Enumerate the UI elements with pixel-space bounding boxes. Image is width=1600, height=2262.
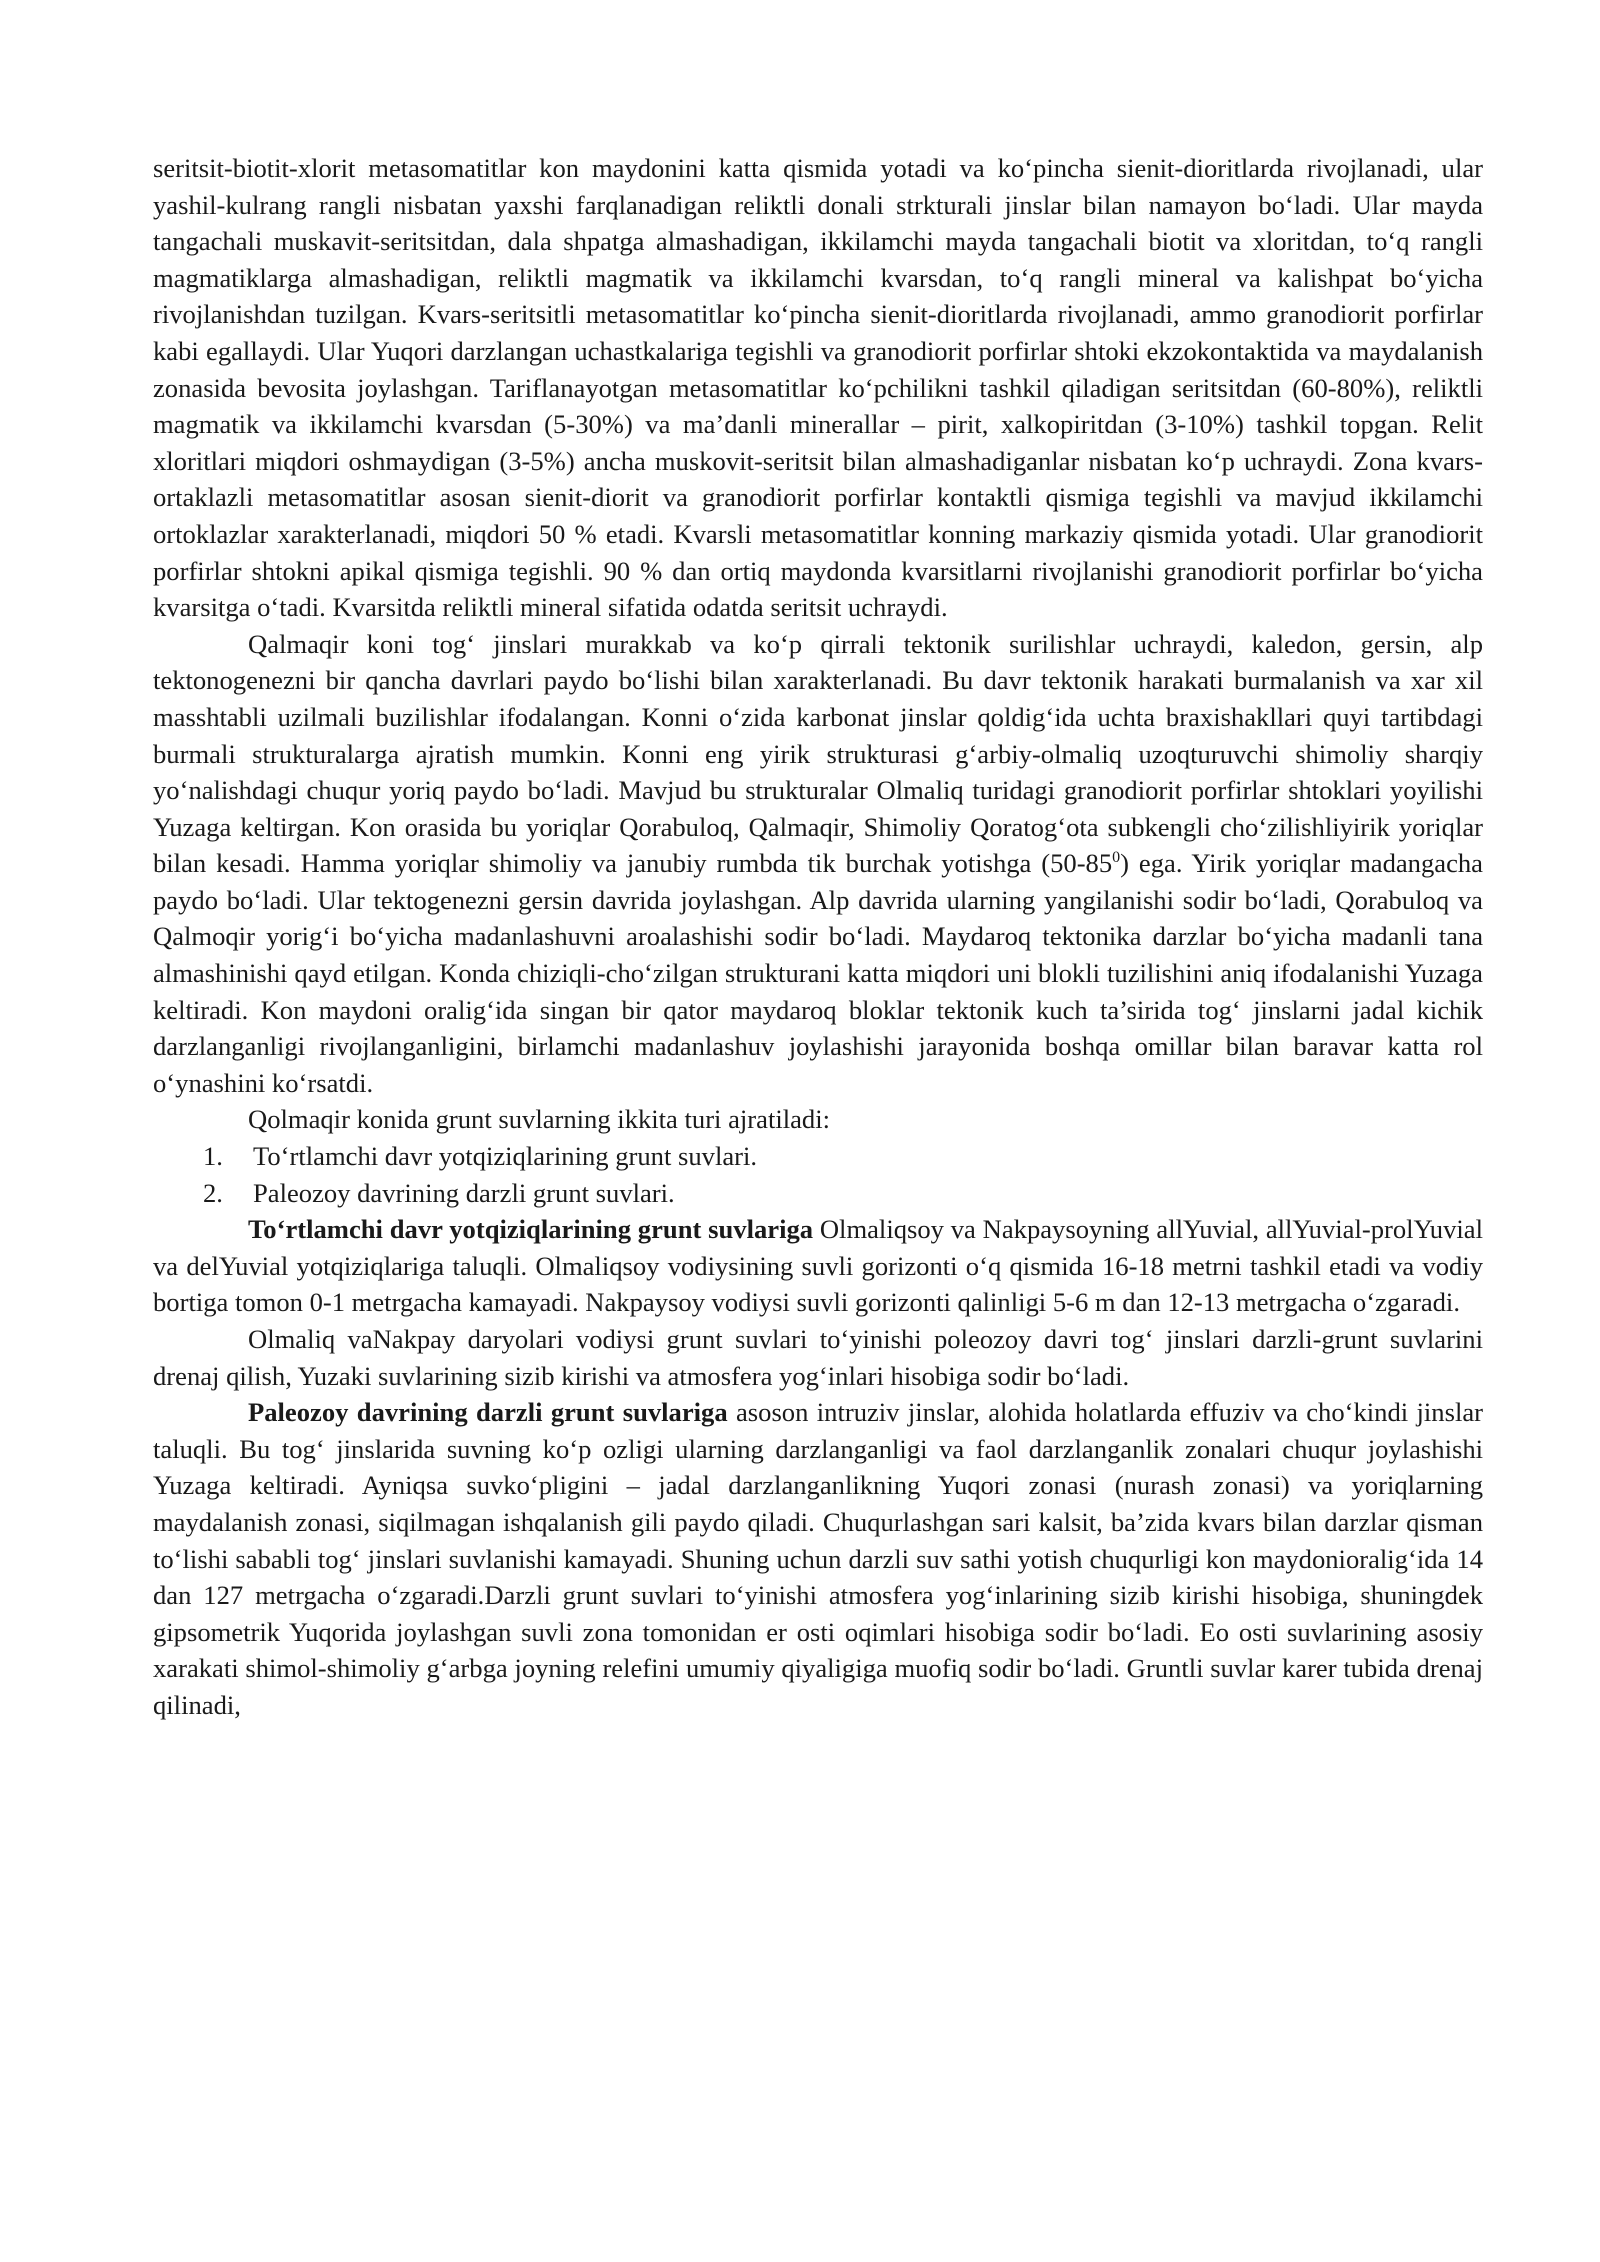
paragraph-tectonics-text-b: ) ega. Yirik yoriqlar madangacha paydo boʻladi. Ular tektogenezni gersin davrida joylashgan. Alp davrida ularning yangilanishi sodir boʻladi, Qorabuloq va Qalmoqir yorigʻi boʻyicha madanlashuvni aroalashishi sodir boʻladi. Maydaroq tektonika darzlar boʻyicha madanli tana almashinishi qayd etilgan. Konda chiziqli-choʻzilgan strukturani katta miqdori uni blokli tuzilishini aniq ifodalanishi Yuzaga keltiradi. Kon maydoni oraligʻida singan bir qator maydaroq bloklar tektonik kuch ta’sirida togʻ jinslarni jadal kichik darzlanganligi rivojlanganligini, birlamchi madanlashuv joylashishi jarayonida boshqa omillar bilan baravar katta rol oʻynashini koʻrsatdi. — [153, 848, 1483, 1098]
document-page — [153, 150, 1483, 1724]
paragraph-metasomatites: seritsit-biotit-xlorit metasomatitlar kon maydonini katta qismida yotadi va koʻpincha sienit-dioritlarda rivojlanadi, ular yashil-kulrang rangli nisbatan yaxshi farqlanadigan reliktli donali strkturali jinslar bilan namayon boʻladi. Ular mayda tangachali muskavit-seritsitdan, dala shpatga almashadigan, ikkilamchi mayda tangachali biotit va xloritdan, toʻq rangli magmatiklarga almashadigan, reliktli magmatik va ikkilamchi kvarsdan, toʻq rangli mineral va kalishpat boʻyicha rivojlanishdan tuzilgan. Kvars-seritsitli metasomatitlar koʻpincha sienit-dioritlarda rivojlanadi, ammo granodiorit porfirlar kabi egallaydi. Ular Yuqori darzlangan uchastkalariga tegishli va granodiorit porfirlar shtoki ekzokontaktida va maydalanish zonasida bevosita joylashgan. Tariflanayotgan metasomatitlar koʻpchilikni tashkil qiladigan seritsitdan (60-80%), reliktli magmatik va ikkilamchi kvarsdan (5-30%) va ma’danli minerallar – pirit, xalkopiritdan (3-10%) tashkil topgan. Relit xloritlari miqdori oshmaydigan (3-5%) ancha muskovit-seritsit bilan almashadiganlar nisbatan koʻp uchraydi. Zona kvars-ortaklazli metasomatitlar asosan sienit-diorit va granodiorit porfirlar kontaktli qismiga tegishli va mavjud ikkilamchi ortoklazlar xarakterlanadi, miqdori 50 % etadi. Kvarsli metasomatitlar konning markaziy qismida yotadi. Ular granodiorit porfirlar shtokni apikal qismiga tegishli. 90 % dan ortiq maydonda kvarsitlarni rivojlanishi granodiorit porfirlar boʻyicha kvarsitga oʻtadi. Kvarsitda reliktli mineral sifatida odatda seritsit uchraydi. — [153, 153, 1483, 623]
list-item-text: Paleozoy davrining darzli grunt suvlari. — [253, 1177, 675, 1208]
paragraph-paleozoic-waters — [153, 1394, 1483, 1723]
degree-superscript: 0 — [1112, 849, 1121, 867]
list-item-number: 1. — [203, 1141, 223, 1172]
paragraph-tectonics — [153, 626, 1483, 1102]
list-item — [153, 1175, 1483, 1212]
quaternary-waters-text: Olmaliqsoy va Nakpaysoyning allYuvial, allYuvial-prolYuvial va delYuvial yotqiziqlariga taluqli. Olmaliqsoy vodiysining suvli gorizonti oʻq qismida 16-18 metrni tashkil etadi va vodiy bortiga tomon 0-1 metrgacha kamayadi. Nakpaysoy vodiysi suvli gorizonti qalinligi 5-6 m dan 12-13 metrgacha oʻzgaradi. — [153, 1214, 1483, 1318]
paragraph-tectonics-text-a: Qalmaqir koni togʻ jinslari murakkab va koʻp qirrali tektonik surilishlar uchraydi, kaledon, gersin, alp tektonogenezni bir qancha davrlari paydo boʻlishi bilan xarakterlanadi. Bu davr tektonik harakati burmalanish va xar xil masshtabli uzilmali buzilishlar ifodalangan. Konni oʻzida karbonat jinslar qoldigʻida uchta braxishakllari quyi tartibdagi burmali strukturalarga ajratish mumkin. Konni eng yirik strukturasi gʻarbiy-olmaliq uzoqturuvchi shimoliy sharqiy yoʻnalishdagi chuqur yoriq paydo boʻladi. Mavjud bu strukturalar Olmaliq turidagi granodiorit porfirlar shtoklari yoyilishi Yuzaga keltirgan. Kon orasida bu yoriqlar Qorabuloq, Qalmaqir, Shimoliy Qoratogʻota subkengli choʻzilishliyirik yoriqlar bilan kesadi. Hamma yoriqlar shimoliy va janubiy rumbda tik burchak yotishga (50-85 — [153, 628, 1483, 879]
paleozoic-waters-heading: Paleozoy davrining darzli grunt suvlariga — [248, 1397, 728, 1428]
quaternary-waters-heading: Toʻrtlamchi davr yotqiziqlarining grunt suvlariga — [248, 1214, 814, 1245]
list-item-text: Toʻrtlamchi davr yotqiziqlarining grunt suvlari. — [253, 1141, 758, 1172]
paragraph-river-valleys: Olmaliq vaNakpay daryolari vodiysi grunt suvlari toʻyinishi poleozoy davri togʻ jinslari darzli-grunt suvlarini drenaj qilish, Yuzaki suvlarining sizib kirishi va atmosfera yogʻinlari hisobiga sodir boʻladi. — [153, 1324, 1483, 1391]
paleozoic-waters-text: asoson intruziv jinslar, alohida holatlarda effuziv va choʻkindi jinslar taluqli. Bu togʻ jinslarida suvning koʻp ozligi ularning darzlanganligi va faol darzlanganlik zonalari chuqur joylashishi Yuzaga keltiradi. Ayniqsa suvkoʻpligini – jadal darzlanganlikning Yuqori zonasi (nurash zonasi) va yoriqlarning maydalanish zonasi, siqilmagan ishqalanish gili paydo qiladi. Chuqurlashgan sari kalsit, ba’zida kvars bilan darzlar qisman toʻlishi sababli togʻ jinslari suvlanishi kamayadi. Shuning uchun darzli suv sathi yotish chuqurligi kon maydonioraligʻida 14 dan 127 metrgacha oʻzgaradi.Darzli grunt suvlari toʻyinishi atmosfera yogʻinlarining sizib kirishi hisobiga, shuningdek gipsometrik Yuqorida joylashgan suvli zona tomonidan er osti oqimlari hisobiga sodir boʻladi. Eo osti suvlarining asosiy xarakati shimol-shimoliy gʻarbga joyning relefini umumiy qiyaligiga muofiq sodir boʻladi. Gruntli suvlar karer tubida drenaj qilinadi, — [153, 1397, 1483, 1720]
list-item — [153, 1138, 1483, 1175]
groundwater-types-list — [153, 1138, 1483, 1211]
paragraph-groundwater-intro: Qolmaqir konida grunt suvlarning ikkita turi ajratiladi: — [248, 1104, 830, 1135]
paragraph-quaternary-waters — [153, 1211, 1483, 1321]
list-item-number: 2. — [203, 1177, 223, 1208]
